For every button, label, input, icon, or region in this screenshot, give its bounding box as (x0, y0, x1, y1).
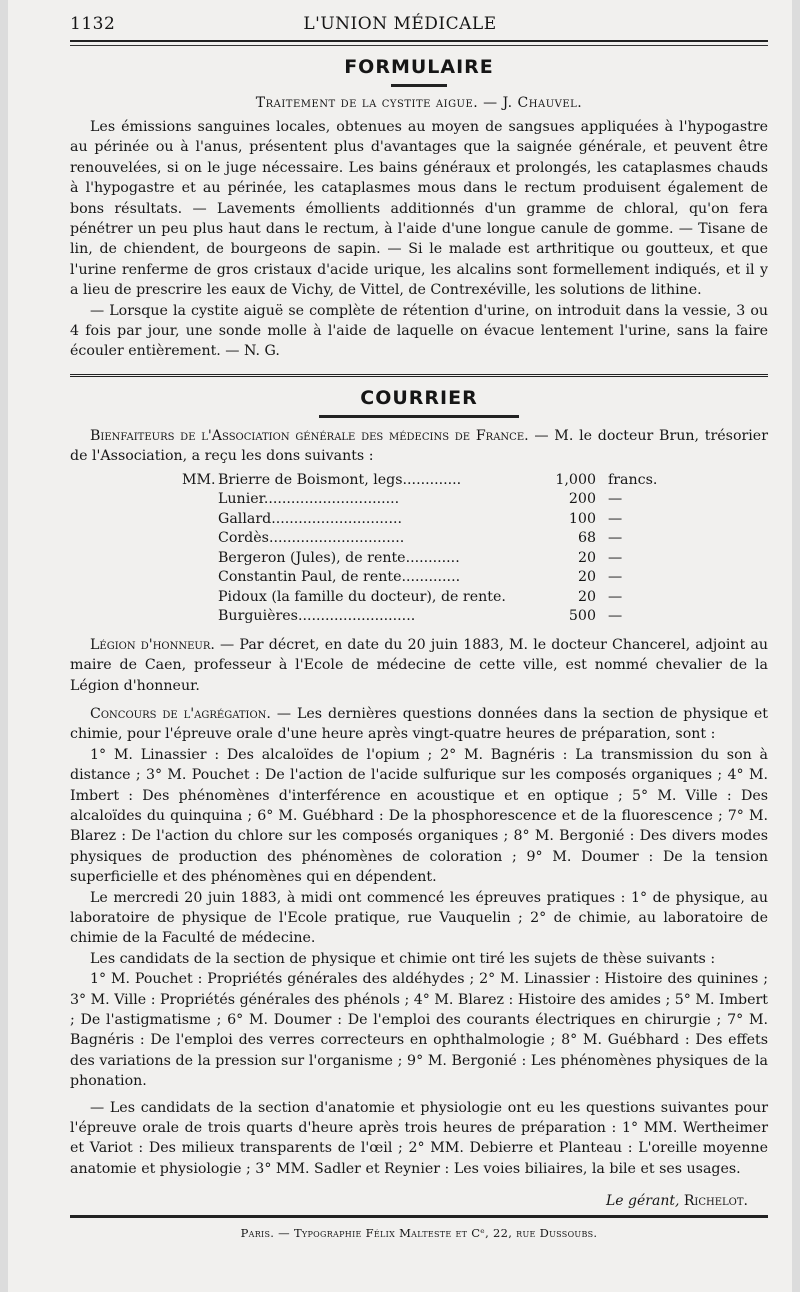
formulaire-paragraph: Les émissions sanguines locales, obtenues au moyen de sangsues appliquées à l'hypogastre au périnée ou à l'anus, présentent plus d'avantages que la saignée générale, et peuvent être renouvelées, si on le juge nécessaire. Les bains généraux et prolongés, les cataplasmes chauds à l'hypogastre et au périnée, les cataplasmes mous dans le rectum produisent également de bons résultats. — Lavements émollients additionnés d'un gramme de chloral, qu'on fera pénétrer un peu plus haut dans le rectum, à l'aide d'une longue canule de gomme. — Tisane de lin, de chiendent, de bourgeons de sapin. — Si le malade est arthritique ou goutteux, et que l'urine renferme de gros cristaux d'acide urique, les alcalins sont formellement indiqués, et il y a lieu de prescrire les eaux de Vichy, de Vittel, de Contrexéville, les solutions de lithine. (70, 119, 768, 299)
legion-lead: Légion d'honneur. (90, 636, 215, 653)
donor-amount: 20 (577, 569, 596, 586)
footer-rule (70, 1215, 768, 1218)
donor-unit: — (608, 569, 623, 586)
donor-row (182, 549, 668, 569)
formulaire-heading: FORMULAIRE (344, 56, 494, 78)
donor-name: Constantin Paul, de rente............. (218, 569, 461, 586)
donor-amount: 1,000 (555, 471, 596, 488)
donor-amount: 500 (568, 608, 596, 625)
donor-amount: 68 (577, 530, 596, 547)
donor-amount: 100 (568, 510, 596, 527)
donor-name: Pidoux (la famille du docteur), de rente. (218, 588, 506, 605)
journal-title: L'UNION MÉDICALE (303, 14, 497, 34)
donor-prefix: MM. (182, 471, 216, 488)
donor-prefix (182, 490, 218, 510)
section-divider (70, 374, 768, 377)
donor-name: Brierre de Boismont, legs............. (218, 471, 462, 488)
donor-row (182, 588, 668, 608)
donor-unit: — (608, 549, 623, 566)
donor-row (182, 510, 668, 530)
donor-prefix (182, 549, 218, 569)
donor-prefix (182, 510, 218, 530)
donor-name: Burguières.......................... (218, 608, 416, 625)
bienfaiteurs-text: — M. le docteur Brun, trésorier de l'Association, a reçu les dons suivants : (70, 427, 768, 465)
concours-questions: 1° M. Linassier : Des alcaloïdes de l'opium ; 2° M. Bagnéris : La transmission du son à distance ; 3° M. Pouchet : De l'action de l'acide sulfurique sur les composés organiques ; 4° M. Imbert : Des phénomènes d'interférence en acoustique et en optique ; 5° M. Ville : Des alcaloïdes du quinquina ; 6° M. Guébhard : De la phosphorescence et de la fluorescence ; 7° M. Blarez : De l'action du chlore sur les composés organiques ; 8° M. Bergonié : Des divers modes physiques de production des phénomènes de coloration ; 9° M. Doumer : De la tension superficielle et des phénomènes qui en dépendent. (70, 746, 768, 886)
legion-paragraph (70, 635, 768, 696)
gerant-signature (70, 1193, 768, 1209)
journal-page (8, 0, 792, 1292)
running-head (70, 14, 768, 42)
donor-amount: 200 (568, 491, 596, 508)
bienfaiteurs-lead: Bienfaiteurs de l'Association générale des médecins de France. (90, 427, 529, 444)
donor-unit: — (608, 510, 623, 527)
gerant-name: Richelot. (683, 1193, 748, 1210)
donor-unit: francs. (608, 471, 658, 488)
donor-row (182, 471, 668, 491)
concours-lead: Concours de l'agrégation. (90, 705, 271, 722)
donor-name: Gallard............................. (218, 510, 402, 527)
donor-unit: — (608, 530, 623, 547)
printer-imprint: Paris. — Typographie Félix Malteste et Cᵉ, 22, rue Dussoubs. (240, 1226, 598, 1241)
formulaire-heading-rule (391, 84, 447, 87)
donor-row (182, 607, 668, 627)
donor-prefix (182, 588, 218, 608)
donor-name: Bergeron (Jules), de rente............ (218, 549, 460, 566)
donor-name: Cordès.............................. (218, 530, 405, 547)
donor-name: Lunier.............................. (218, 491, 400, 508)
donor-row (182, 568, 668, 588)
candidats-paragraph: Les candidats de la section de physique et chimie ont tiré les sujets de thèse suivants : (90, 950, 716, 967)
theses-paragraph: 1° M. Pouchet : Propriétés générales des aldéhydes ; 2° M. Linassier : Histoire des quinines ; 3° M. Ville : Propriétés générales des phénols ; 4° M. Blarez : Histoire des amides ; 5° M. Imbert ; De l'astigmatisme ; 6° M. Doumer : De l'emploi des courants électriques en chirurgie ; 7° M. Bagnéris : De l'emploi des verres correcteurs en ophthalmologie ; 8° M. Guébhard : Des effets des variations de la pression sur l'organisme ; 9° M. Bergonié : Les phénomènes physiques de la phonation. (70, 971, 768, 1090)
bienfaiteurs-paragraph (70, 426, 768, 467)
courrier-heading-rule (319, 415, 519, 418)
formulaire-paragraph: — Lorsque la cystite aiguë se complète de rétention d'urine, on introduit dans la vessie, 3 ou 4 fois par jour, une sonde molle à l'aide de laquelle on évacue lentement l'urine, sans la faire écouler entièrement. — N. G. (70, 302, 768, 360)
epreuves-pratiques-paragraph: Le mercredi 20 juin 1883, à midi ont commencé les épreuves pratiques : 1° de physique, au laboratoire de physique de l'Ecole pratique, rue Vauquelin ; 2° de chimie, au laboratoire de chimie de la Faculté de médecine. (70, 889, 768, 947)
courrier-heading: COURRIER (360, 386, 478, 409)
page-number: 1132 (70, 14, 116, 34)
donor-prefix (182, 607, 218, 627)
donor-amount: 20 (577, 588, 596, 605)
anatomie-paragraph: — Les candidats de la section d'anatomie et physiologie ont eu les questions suivantes pour l'épreuve orale de trois quarts d'heure après trois heures de préparation : 1° MM. Wertheimer et Variot : Des milieux transparents de l'œil ; 2° MM. Debierre et Planteau : L'oreille moyenne anatomie et physiologie ; 3° MM. Sadler et Reynier : Les voies biliaires, la bile et ses usages. (70, 1099, 768, 1177)
donor-unit: — (608, 491, 623, 508)
formulaire-subtitle: Traitement de la cystite aigue. — J. Chauvel. (255, 95, 583, 111)
concours-text: — Les dernières questions données dans la section de physique et chimie, pour l'épreuve orale d'une heure après vingt-quatre heures de préparation, sont : (70, 705, 768, 743)
legion-text: — Par décret, en date du 20 juin 1883, M. le docteur Chancerel, adjoint au maire de Caen, professeur à l'Ecole de médecine de cette ville, est nommé chevalier de la Légion d'honneur. (70, 636, 768, 694)
concours-paragraph (70, 704, 768, 745)
donor-prefix (182, 529, 218, 549)
donor-row (182, 490, 668, 510)
donor-row (182, 529, 668, 549)
donor-amount: 20 (577, 549, 596, 566)
gerant-label: Le gérant, (606, 1193, 680, 1210)
donor-prefix (182, 568, 218, 588)
donor-unit: — (608, 608, 623, 625)
donors-table (182, 471, 668, 627)
header-rule (70, 45, 768, 46)
donor-unit: — (608, 588, 623, 605)
